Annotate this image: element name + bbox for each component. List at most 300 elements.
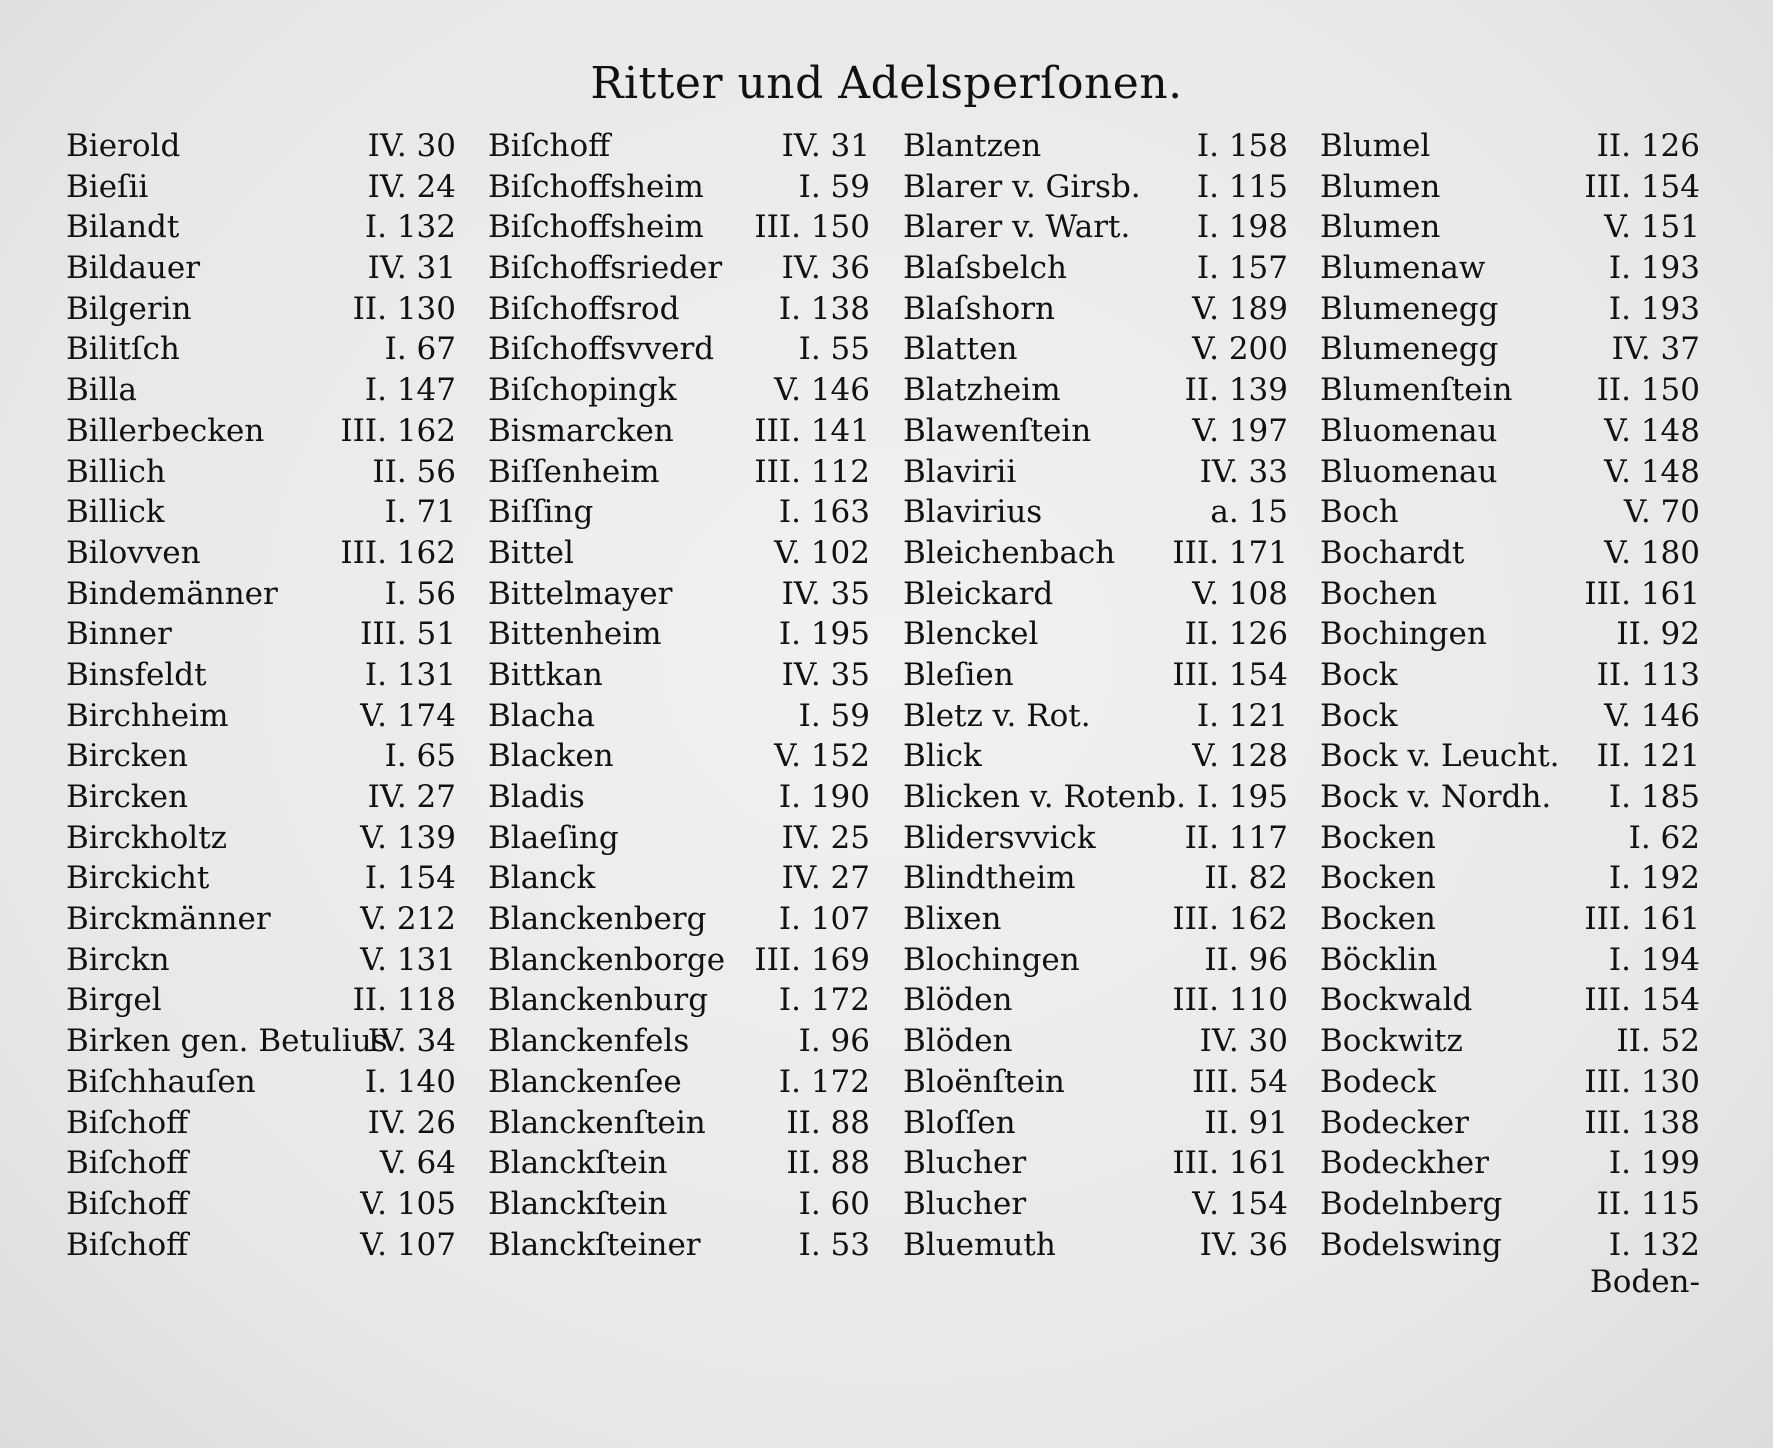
index-entry [488,1062,870,1103]
entry-name: Blucher [903,1185,1027,1222]
entry-name: Blumen [1320,209,1441,246]
entry-reference: V. 70 [1623,494,1700,531]
entry-name: Bleſien [903,656,1014,693]
entry-name: Bockwitz [1320,1023,1463,1060]
index-entry [66,289,456,330]
entry-name: Blucher [903,1145,1027,1182]
index-entry [66,940,456,981]
entry-name: Bilovven [66,534,201,571]
entry-reference: I. 131 [364,656,456,693]
entry-name: Bletz v. Rot. [903,697,1091,734]
index-entry [1320,1062,1700,1103]
entry-name: Bocken [1320,819,1436,856]
index-entry [1320,940,1700,981]
entry-reference: I. 115 [1196,168,1288,205]
entry-name: Bierold [66,128,181,164]
entry-reference: IV. 31 [367,250,456,287]
entry-reference: III. 112 [754,453,870,490]
entry-reference: V. 146 [774,372,870,409]
index-entry [488,940,870,981]
entry-name: Blanckſteiner [488,1226,701,1263]
entry-name: Bochen [1320,575,1438,612]
index-entry [66,614,456,655]
index-column-1 [66,126,456,1265]
index-entry [1320,370,1700,411]
entry-name: Biſchoffsheim [488,168,704,205]
index-entry [66,207,456,248]
index-entry [1320,1103,1700,1144]
entry-reference: II. 91 [1204,1104,1288,1141]
entry-name: Blanckenborge [488,941,726,978]
entry-reference: III. 154 [1584,168,1700,205]
index-entry [66,1103,456,1144]
entry-reference: V. 148 [1604,412,1700,449]
entry-reference: II. 113 [1596,656,1700,693]
index-entry [903,655,1288,696]
entry-reference: V. 139 [360,819,456,856]
index-entry [1320,574,1700,615]
entry-name: Blanckenberg [488,901,707,938]
entry-reference: III. 138 [1584,1104,1700,1141]
entry-reference: III. 51 [360,616,456,653]
index-entry [1320,858,1700,899]
entry-reference: I. 121 [1196,697,1288,734]
entry-name: Blicken v. Rotenb. [903,779,1186,815]
entry-reference: I. 55 [798,331,870,368]
entry-name: Blöden [903,1023,1013,1060]
index-entry [903,818,1288,859]
index-entry [66,777,456,818]
entry-name: Birckicht [66,860,210,897]
entry-reference: V. 64 [379,1145,456,1182]
index-entry [1320,329,1700,370]
index-entry [66,696,456,737]
index-entry [488,126,870,167]
index-entry [1320,126,1700,167]
index-entry [1320,1143,1700,1184]
entry-name: Birckn [66,941,170,978]
entry-reference: III. 161 [1584,901,1700,938]
index-entry [903,980,1288,1021]
entry-reference: V. 154 [1192,1185,1288,1222]
entry-name: Biſchoff [66,1104,189,1141]
index-entry [488,858,870,899]
entry-reference: IV. 37 [1611,331,1700,368]
index-entry [488,167,870,208]
index-entry [66,899,456,940]
entry-reference: IV. 35 [781,656,870,693]
entry-name: Birckmänner [66,901,271,938]
entry-reference: V. 105 [360,1185,456,1222]
index-entry [66,736,456,777]
entry-reference: II. 121 [1596,738,1700,775]
index-entry [903,696,1288,737]
index-entry [903,411,1288,452]
entry-name: Blumenegg [1320,290,1499,327]
index-entry [488,1225,870,1266]
entry-reference: V. 108 [1192,575,1288,612]
index-entry [66,1143,456,1184]
entry-name: Bloënſtein [903,1063,1065,1100]
entry-reference: IV. 24 [367,168,456,205]
index-entry [488,899,870,940]
entry-name: Bockwald [1320,982,1473,1019]
entry-reference: II. 115 [1596,1185,1700,1222]
index-entry [66,411,456,452]
index-entry [488,1021,870,1062]
entry-name: Blarer v. Girsb. [903,168,1141,205]
index-entry [903,207,1288,248]
entry-reference: IV. 27 [367,779,456,815]
entry-reference: III. 110 [1172,982,1288,1019]
entry-name: Billick [66,494,165,531]
entry-name: Bittenheim [488,616,662,653]
entry-reference: I. 71 [384,494,456,531]
entry-name: Bochingen [1320,616,1487,653]
entry-reference: V. 174 [360,697,456,734]
entry-reference: III. 161 [1172,1145,1288,1182]
index-entry [903,736,1288,777]
index-entry [1320,1225,1700,1266]
index-entry [66,574,456,615]
index-entry [66,858,456,899]
entry-reference: III. 169 [754,941,870,978]
entry-name: Blumenſtein [1320,372,1513,409]
index-entry [488,736,870,777]
entry-reference: V. 180 [1604,534,1700,571]
entry-reference: V. 200 [1192,331,1288,368]
entry-reference: I. 172 [778,982,870,1019]
entry-name: Blaſshorn [903,290,1055,327]
index-entry [488,1103,870,1144]
index-entry [903,940,1288,981]
index-column-4 [1320,126,1700,1265]
entry-name: Blochingen [903,941,1080,978]
index-entry [488,492,870,533]
index-entry [488,980,870,1021]
entry-reference: I. 107 [778,901,870,938]
entry-reference: V. 131 [360,941,456,978]
index-entry [903,1184,1288,1225]
entry-name: Biſſenheim [488,453,660,490]
entry-name: Biſchhauſen [66,1063,256,1100]
entry-reference: IV. 36 [781,250,870,287]
entry-name: Billerbecken [66,412,265,449]
entry-reference: I. 140 [364,1063,456,1100]
entry-name: Bilgerin [66,290,192,327]
entry-name: Böcklin [1320,941,1438,978]
index-entry [488,329,870,370]
entry-name: Blick [903,738,982,775]
entry-name: Biſchoff [66,1226,189,1263]
entry-name: Billich [66,453,166,490]
index-entry [488,614,870,655]
entry-reference: I. 198 [1196,209,1288,246]
entry-name: Bluomenau [1320,453,1498,490]
entry-reference: IV. 31 [781,128,870,164]
index-entry [1320,167,1700,208]
index-entry [66,370,456,411]
entry-reference: IV. 30 [1199,1023,1288,1060]
entry-reference: V. 128 [1192,738,1288,775]
index-entry [903,492,1288,533]
entry-reference: I. 59 [798,168,870,205]
index-entry [903,1021,1288,1062]
entry-name: Bildauer [66,250,201,287]
index-column-2 [488,126,870,1265]
index-entry [903,858,1288,899]
entry-name: Bocken [1320,901,1436,938]
entry-reference: I. 163 [778,494,870,531]
entry-reference: I. 195 [778,616,870,653]
entry-reference: II. 150 [1596,372,1700,409]
entry-name: Birgel [66,982,162,1019]
entry-name: Bircken [66,738,188,775]
index-entry [488,655,870,696]
entry-reference: III. 161 [1584,575,1700,612]
entry-reference: II. 88 [786,1145,870,1182]
index-entry [903,1225,1288,1266]
entry-name: Bladis [488,779,585,815]
entry-reference: II. 130 [352,290,456,327]
catchword: Boden- [1589,1264,1700,1300]
entry-reference: I. 132 [364,209,456,246]
entry-reference: I. 185 [1608,779,1700,815]
index-entry [903,899,1288,940]
index-entry [488,533,870,574]
entry-reference: V. 189 [1192,290,1288,327]
entry-reference: IV. 26 [367,1104,456,1141]
entry-name: Boch [1320,494,1399,531]
entry-name: Bochardt [1320,534,1465,571]
entry-name: Birken gen. Betulius [66,1023,388,1060]
index-entry [488,207,870,248]
index-entry [903,329,1288,370]
entry-name: Blatten [903,331,1018,368]
index-entry [488,289,870,330]
entry-name: Blaſsbelch [903,250,1067,287]
entry-reference: III. 130 [1584,1063,1700,1100]
entry-name: Bock [1320,656,1398,693]
entry-name: Blanck [488,860,596,897]
index-entry [488,777,870,818]
index-entry [488,411,870,452]
index-entry [903,126,1288,167]
index-entry [903,533,1288,574]
entry-name: Bluemuth [903,1226,1056,1263]
index-entry [488,452,870,493]
entry-name: Bilandt [66,209,180,246]
index-entry [1320,736,1700,777]
entry-reference: I. 138 [778,290,870,327]
entry-reference: II. 56 [372,453,456,490]
index-entry [1320,248,1700,289]
index-entry [903,777,1288,818]
index-entry [1320,818,1700,859]
entry-name: Bocken [1320,860,1436,897]
entry-name: Blaeſing [488,819,619,856]
entry-reference: V. 197 [1192,412,1288,449]
index-entry [903,574,1288,615]
index-entry [488,1143,870,1184]
entry-reference: I. 59 [798,697,870,734]
entry-name: Blanckenſee [488,1063,682,1100]
entry-name: Biſchoffsrod [488,290,680,327]
index-entry [903,370,1288,411]
entry-name: Blöden [903,982,1013,1019]
index-entry [903,1143,1288,1184]
entry-name: Blacken [488,738,614,775]
entry-name: Blanckſtein [488,1185,668,1222]
entry-reference: II. 52 [1616,1023,1700,1060]
entry-name: Bittkan [488,656,603,693]
entry-name: Blawenſtein [903,412,1092,449]
entry-reference: III. 171 [1172,534,1288,571]
entry-reference: I. 193 [1608,290,1700,327]
entry-reference: V. 152 [774,738,870,775]
entry-name: Bock [1320,697,1398,734]
index-entry [66,126,456,167]
entry-reference: I. 53 [798,1226,870,1263]
index-entry [1320,777,1700,818]
index-entry [903,614,1288,655]
entry-reference: IV. 34 [367,1023,456,1060]
entry-name: Blarer v. Wart. [903,209,1131,246]
entry-name: Billa [66,372,138,409]
entry-name: Bittel [488,534,574,571]
entry-reference: I. 96 [798,1023,870,1060]
entry-reference: I. 60 [798,1185,870,1222]
page-title: Ritter und Adelsperſonen. [590,58,1183,109]
index-entry [1320,696,1700,737]
entry-reference: III. 154 [1172,656,1288,693]
index-entry [1320,452,1700,493]
index-entry [66,655,456,696]
entry-name: Bodelnberg [1320,1185,1503,1222]
index-entry [66,1184,456,1225]
entry-reference: I. 194 [1608,941,1700,978]
entry-name: Blanckenburg [488,982,709,1019]
index-entry [66,329,456,370]
index-entry [1320,207,1700,248]
index-entry [1320,1021,1700,1062]
index-entry [903,248,1288,289]
entry-reference: I. 132 [1608,1226,1700,1263]
entry-reference: II. 126 [1596,128,1700,164]
entry-reference: II. 117 [1184,819,1288,856]
index-entry [488,818,870,859]
index-entry [1320,411,1700,452]
entry-name: Blenckel [903,616,1039,653]
entry-name: Bock v. Nordh. [1320,779,1552,815]
index-entry [66,1062,456,1103]
entry-name: Binner [66,616,172,653]
entry-reference: III. 54 [1192,1063,1288,1100]
index-entry [66,1225,456,1266]
entry-reference: IV. 30 [367,128,456,164]
entry-name: Birckholtz [66,819,227,856]
entry-name: Bieſii [66,168,149,205]
entry-name: Bittelmayer [488,575,673,612]
index-column-3 [903,126,1288,1265]
index-entry [903,289,1288,330]
entry-name: Biſchoffsrieder [488,250,723,287]
entry-name: Blacha [488,697,595,734]
entry-reference: I. 193 [1608,250,1700,287]
index-entry [66,818,456,859]
entry-reference: I. 157 [1196,250,1288,287]
entry-name: Bluomenau [1320,412,1498,449]
index-entry [66,533,456,574]
entry-reference: V. 107 [360,1226,456,1263]
entry-name: Bircken [66,779,188,815]
entry-reference: II. 126 [1184,616,1288,653]
entry-reference: I. 199 [1608,1145,1700,1182]
entry-reference: V. 151 [1604,209,1700,246]
index-entry [903,1103,1288,1144]
entry-reference: I. 67 [384,331,456,368]
entry-name: Blavirius [903,494,1043,531]
entry-name: Bleickard [903,575,1054,612]
entry-reference: I. 65 [384,738,456,775]
index-entry [1320,289,1700,330]
entry-name: Blumen [1320,168,1441,205]
entry-reference: I. 154 [364,860,456,897]
entry-name: Binsfeldt [66,656,207,693]
entry-name: Bodecker [1320,1104,1469,1141]
entry-reference: V. 146 [1604,697,1700,734]
entry-reference: II. 82 [1204,860,1288,897]
index-entry [66,452,456,493]
entry-name: Bilitſch [66,331,180,368]
entry-reference: I. 62 [1628,819,1700,856]
entry-reference: V. 212 [360,901,456,938]
entry-reference: III. 154 [1584,982,1700,1019]
entry-reference: V. 102 [774,534,870,571]
entry-reference: II. 139 [1184,372,1288,409]
entry-reference: I. 190 [778,779,870,815]
entry-reference: I. 147 [364,372,456,409]
entry-reference: V. 148 [1604,453,1700,490]
entry-reference: II. 96 [1204,941,1288,978]
entry-name: Bleichenbach [903,534,1116,571]
entry-name: Bodeckher [1320,1145,1489,1182]
entry-reference: III. 162 [1172,901,1288,938]
entry-reference: IV. 35 [781,575,870,612]
index-entry [1320,655,1700,696]
entry-reference: I. 56 [384,575,456,612]
entry-reference: II. 118 [352,982,456,1019]
entry-name: Blavirii [903,453,1017,490]
index-entry [1320,533,1700,574]
index-entry [488,1184,870,1225]
entry-reference: a. 15 [1210,494,1288,531]
entry-name: Biſchoff [66,1185,189,1222]
entry-name: Bindemänner [66,575,278,612]
entry-reference: IV. 25 [781,819,870,856]
entry-name: Blanckſtein [488,1145,668,1182]
index-entry [488,370,870,411]
index-entry [1320,899,1700,940]
entry-name: Blidersvvick [903,819,1096,856]
entry-name: Birchheim [66,697,229,734]
entry-name: Bloſſen [903,1104,1016,1141]
entry-name: Biſchoffsheim [488,209,704,246]
entry-reference: III. 150 [754,209,870,246]
index-entry [1320,614,1700,655]
index-entry [66,980,456,1021]
entry-reference: I. 172 [778,1063,870,1100]
